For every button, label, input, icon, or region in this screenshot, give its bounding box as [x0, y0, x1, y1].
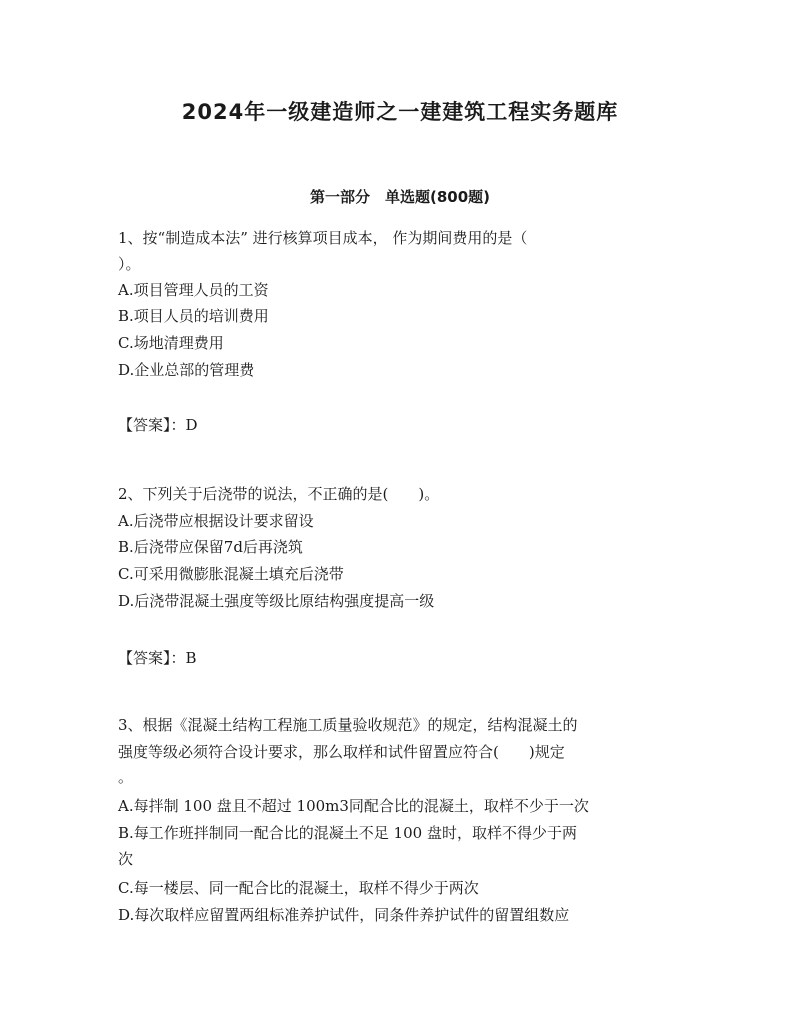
question-2-answer: 【答案】：B [118, 649, 197, 667]
question-3-stem-line-3: 。 [118, 768, 134, 786]
question-1-option-c: C.场地清理费用 [118, 334, 224, 352]
question-1-answer: 【答案】：D [118, 416, 198, 434]
question-3-option-b-continued: 次 [118, 850, 134, 868]
question-2-stem-line-1: 2、下列关于后浇带的说法，不正确的是( )。 [118, 485, 440, 503]
question-2-option-c: C.可采用微膨胀混凝土填充后浇带 [118, 565, 344, 583]
question-1-option-d: D.企业总部的管理费 [118, 361, 255, 379]
question-1-stem-line-1: 1、按“制造成本法” 进行核算项目成本， 作为期间费用的是（ [118, 229, 528, 247]
question-2-option-b: B.后浇带应保留7d后再浇筑 [118, 538, 303, 556]
question-1-option-b: B.项目人员的培训费用 [118, 307, 269, 325]
question-3-option-c: C.每一楼层、同一配合比的混凝土，取样不得少于两次 [118, 879, 479, 897]
question-3-option-b: B.每工作班拌制同一配合比的混凝土不足 100 盘时，取样不得少于两 [118, 824, 577, 842]
question-3-option-d: D.每次取样应留置两组标准养护试件，同条件养护试件的留置组数应 [118, 906, 570, 924]
question-2-option-d: D.后浇带混凝土强度等级比原结构强度提高一级 [118, 592, 435, 610]
page-title: 2024年一级建造师之一建建筑工程实务题库 [181, 100, 619, 124]
section-heading: 第一部分 单选题(800题) [309, 188, 491, 206]
question-3-stem-line-1: 3、根据《混凝土结构工程施工质量验收规范》的规定，结构混凝土的 [118, 716, 578, 734]
question-3-stem-line-2: 强度等级必须符合设计要求，那么取样和试件留置应符合( )规定 [118, 743, 565, 761]
question-1-option-a: A.项目管理人员的工资 [118, 281, 269, 299]
question-2-option-a: A.后浇带应根据设计要求留设 [118, 512, 314, 530]
question-1-stem-line-2: ）。 [118, 255, 141, 273]
question-3-option-a: A.每拌制 100 盘且不超过 100m3同配合比的混凝土，取样不少于一次 [118, 797, 589, 815]
